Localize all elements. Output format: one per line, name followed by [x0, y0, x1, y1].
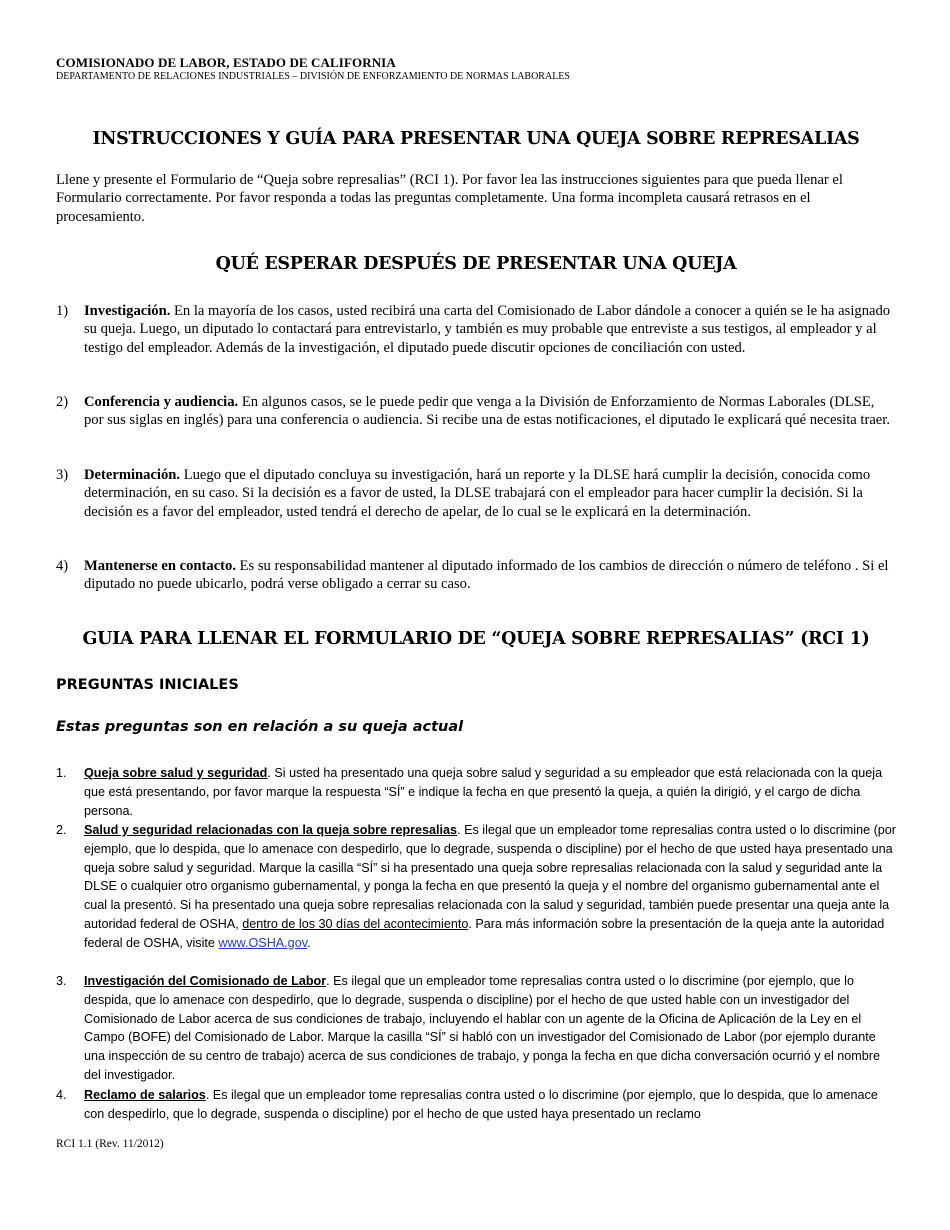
- expect-item-investigation: [56, 302, 894, 357]
- question-number: 3.: [56, 974, 67, 988]
- section-subheading: Estas preguntas son en relación a su queja actual: [56, 719, 464, 735]
- agency-name: COMISIONADO DE LABOR, ESTADO DE CALIFORNIA: [56, 55, 396, 70]
- item-heading: Investigación.: [84, 303, 171, 319]
- question-number: 1.: [56, 766, 67, 780]
- item-number: 4): [56, 558, 69, 574]
- question-heading: Salud y seguridad relacionadas con la queja sobre represalias: [84, 823, 458, 837]
- item-text: En la mayoría de los casos, usted recibirá una carta del Comisionado de Labor dándole a conocer a quién se le ha asignado su queja. Luego, un diputado lo contactará para entrevistarlo, y también es muy probable que entreviste a sus testigos, al empleador y al testigo del empleador. Además de la investigación, el diputado puede discutir opciones de conciliación con usted.: [84, 303, 891, 356]
- question-text: . Si usted ha presentado una queja sobre salud y seguridad a su empleador que está relacionada con la queja que está presentando, por favor marque la respuesta “SÍ” e indique la fecha en que presentó la queja, a quién la dirigió, y el cargo de dicha persona.: [84, 766, 883, 818]
- question-heading: Reclamo de salarios: [84, 1088, 206, 1102]
- item-heading: Determinación.: [84, 467, 181, 483]
- question-number: 4.: [56, 1088, 67, 1102]
- expect-item-conference: [56, 393, 894, 430]
- question-labor-commissioner: [56, 972, 898, 1085]
- item-heading: Mantenerse en contacto.: [84, 558, 236, 574]
- intro-paragraph: Llene y presente el Formulario de “Queja sobre represalias” (RCI 1). Por favor lea las instrucciones siguientes para que pueda llenar el Formulario correctamente. Por favor responda a todas las preguntas completamente. Una forma incompleta causará retrasos en el procesamiento.: [56, 172, 843, 225]
- question-number: 2.: [56, 823, 67, 837]
- expect-item-contact: [56, 557, 894, 594]
- item-text: En algunos casos, se le puede pedir que venga a la División de Enforzamiento de Normas Laborales (DLSE, por sus siglas en inglés) para una conferencia o audiencia. Si recibe una de estas notificaciones, el diputado le explicará qué necesita traer.: [84, 394, 890, 429]
- deadline-underline: dentro de los 30 días del acontecimiento: [242, 916, 469, 931]
- question-heading: Queja sobre salud y seguridad: [84, 766, 268, 780]
- question-text: . Es ilegal que un empleador tome represalias contra usted o lo discrimine (por ejemplo, que lo despida, que lo amenace con despedirlo, que lo degrade, suspenda o discipline) por el hecho de que usted hable con un investigador del Comisionado de Labor acerca de sus condiciones de trabajo, incluyendo el hablar con un agente de la Oficina de Aplicación de la Ley en el Campo (BOFE) del Comisionado de Labor. Marque la casilla “SÍ” si habló con un investigador del Comisionado de Labor (por ejemplo durante una inspección de su centro de trabajo) acerca de sus condiciones de trabajo, y ponga la fecha en que dicha conversación ocurrió y el nombre del investigador.: [84, 974, 880, 1082]
- question-text-2: . Para más información sobre la presentación de la queja ante la autoridad federal de OSHA, visite: [84, 916, 885, 950]
- osha-link[interactable]: www.OSHA.gov: [218, 935, 308, 950]
- form-code-footer: RCI 1.1 (Rev. 11/2012): [56, 1138, 164, 1150]
- expect-title: QUÉ ESPERAR DESPUÉS DE PRESENTAR UNA QUEJA: [215, 254, 737, 274]
- question-text: . Es ilegal que un empleador tome represalias contra usted o lo discrimine (por ejemplo, que lo despida, que lo amenace con despedirlo, que lo degrade, suspenda o discipline) por el hecho de que usted haya presentado un reclamo: [84, 1088, 878, 1121]
- item-number: 1): [56, 303, 69, 319]
- item-text: Luego que el diputado concluya su investigación, hará un reporte y la DLSE hará cumplir la decisión, conocida como determinación, en su caso. Si la decisión es a favor de usted, la DLSE trabajará con el empleador para hacer cumplir la decisión. Si la decisión es a favor del empleador, usted tendrá el derecho de apelar, de lo cual se le explicará en la determinación.: [84, 467, 871, 520]
- question-retaliation-health: [56, 821, 898, 953]
- item-number: 3): [56, 467, 69, 483]
- department-name: DEPARTAMENTO DE RELACIONES INDUSTRIALES – DIVISIÓN DE ENFORZAMIENTO DE NORMAS LABORALES: [56, 71, 570, 82]
- item-text: Es su responsabilidad mantener al diputado informado de los cambios de dirección o número de teléfono . Si el diputado no puede ubicarlo, podrá verse obligado a cerrar su caso.: [84, 558, 889, 593]
- question-text: . Es ilegal que un empleador tome represalias contra usted o lo discrimine (por ejemplo, que lo despida, que lo amenace con despedirlo, que lo degrade, suspenda o discipline) por el hecho de que usted haya presentado una queja sobre salud y seguridad. Marque la casilla “SÍ” si ha presentado una queja sobre represalias relacionada con la salud y seguridad ante la DLSE o cualquier otro organismo gubernamental, y ponga la fecha en que presentó la queja y el nombre del organismo gubernamental ante el cual la presentó. Si ha presentado una queja sobre represalias relacionada con la salud y seguridad, también puede presentar una queja ante la autoridad federal de OSHA,: [84, 823, 896, 931]
- section-heading: PREGUNTAS INICIALES: [56, 677, 239, 693]
- item-number: 2): [56, 394, 69, 410]
- question-health-safety: [56, 764, 898, 820]
- main-title: INSTRUCCIONES Y GUÍA PARA PRESENTAR UNA QUEJA SOBRE REPRESALIAS: [92, 129, 860, 149]
- guide-title: GUIA PARA LLENAR EL FORMULARIO DE “QUEJA SOBRE REPRESALIAS” (RCI 1): [82, 629, 870, 649]
- expect-item-determination: [56, 466, 894, 521]
- item-heading: Conferencia y audiencia.: [84, 394, 239, 410]
- question-heading: Investigación del Comisionado de Labor: [84, 974, 327, 988]
- question-text-3: .: [307, 935, 311, 950]
- question-wage-claim: [56, 1086, 898, 1124]
